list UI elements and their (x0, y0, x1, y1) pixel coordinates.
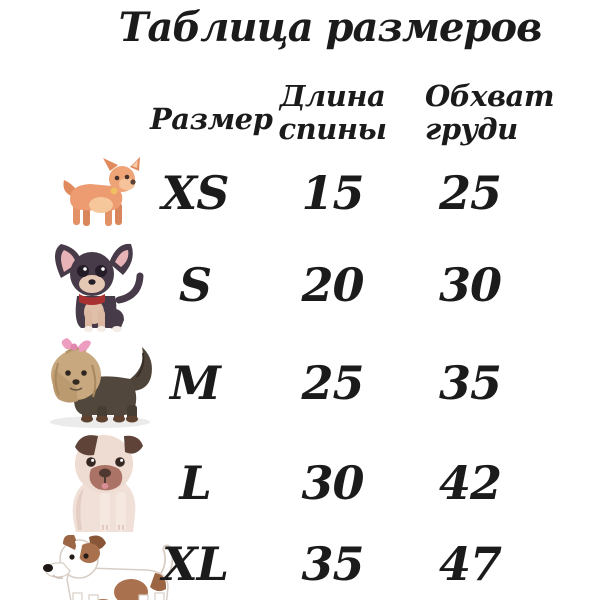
table-row-xs (50, 150, 600, 235)
size-label-l: L (179, 455, 211, 510)
size-table (0, 75, 600, 600)
header-back-line1: Длина (279, 79, 386, 114)
column-header-size: Размер (150, 102, 273, 137)
dog-cell-xl (78, 535, 150, 600)
chest-girth-m: 35 (438, 355, 501, 410)
back-length-l: 30 (301, 455, 364, 510)
chest-girth-xl: 47 (438, 537, 501, 591)
black-chihuahua-icon (45, 238, 155, 333)
table-header-row (50, 75, 600, 150)
table-row-xl (50, 535, 600, 600)
size-label-s: S (178, 258, 212, 312)
dog-cell-l (50, 430, 150, 535)
dog-cell-s (50, 238, 150, 333)
page-title: Таблица размеров (118, 4, 542, 51)
title-area (0, 0, 600, 75)
orange-chihuahua-icon (50, 157, 150, 229)
chest-girth-xs: 25 (438, 165, 501, 220)
pug-puppy-icon (48, 430, 153, 535)
table-row-l (50, 430, 600, 535)
table-row-s (50, 235, 600, 335)
chest-girth-l: 42 (438, 455, 501, 510)
dog-cell-xs (50, 157, 150, 229)
column-header-chest-girth (425, 79, 555, 146)
back-length-xs: 15 (301, 165, 364, 220)
size-label-xs: XS (161, 165, 229, 220)
header-chest-line2: груди (425, 111, 518, 146)
header-chest-line1: Обхват (425, 79, 555, 114)
header-back-line2: спины (278, 111, 387, 146)
size-label-xl: XL (161, 537, 229, 591)
back-length-s: 20 (301, 258, 364, 312)
dog-cell-m (50, 335, 150, 430)
yorkshire-terrier-icon (38, 335, 163, 430)
size-label-m: M (170, 355, 220, 410)
table-row-m (50, 335, 600, 430)
back-length-m: 25 (301, 355, 364, 410)
chest-girth-s: 30 (438, 258, 501, 312)
back-length-xl: 35 (301, 537, 364, 591)
column-header-back-length (240, 80, 425, 145)
